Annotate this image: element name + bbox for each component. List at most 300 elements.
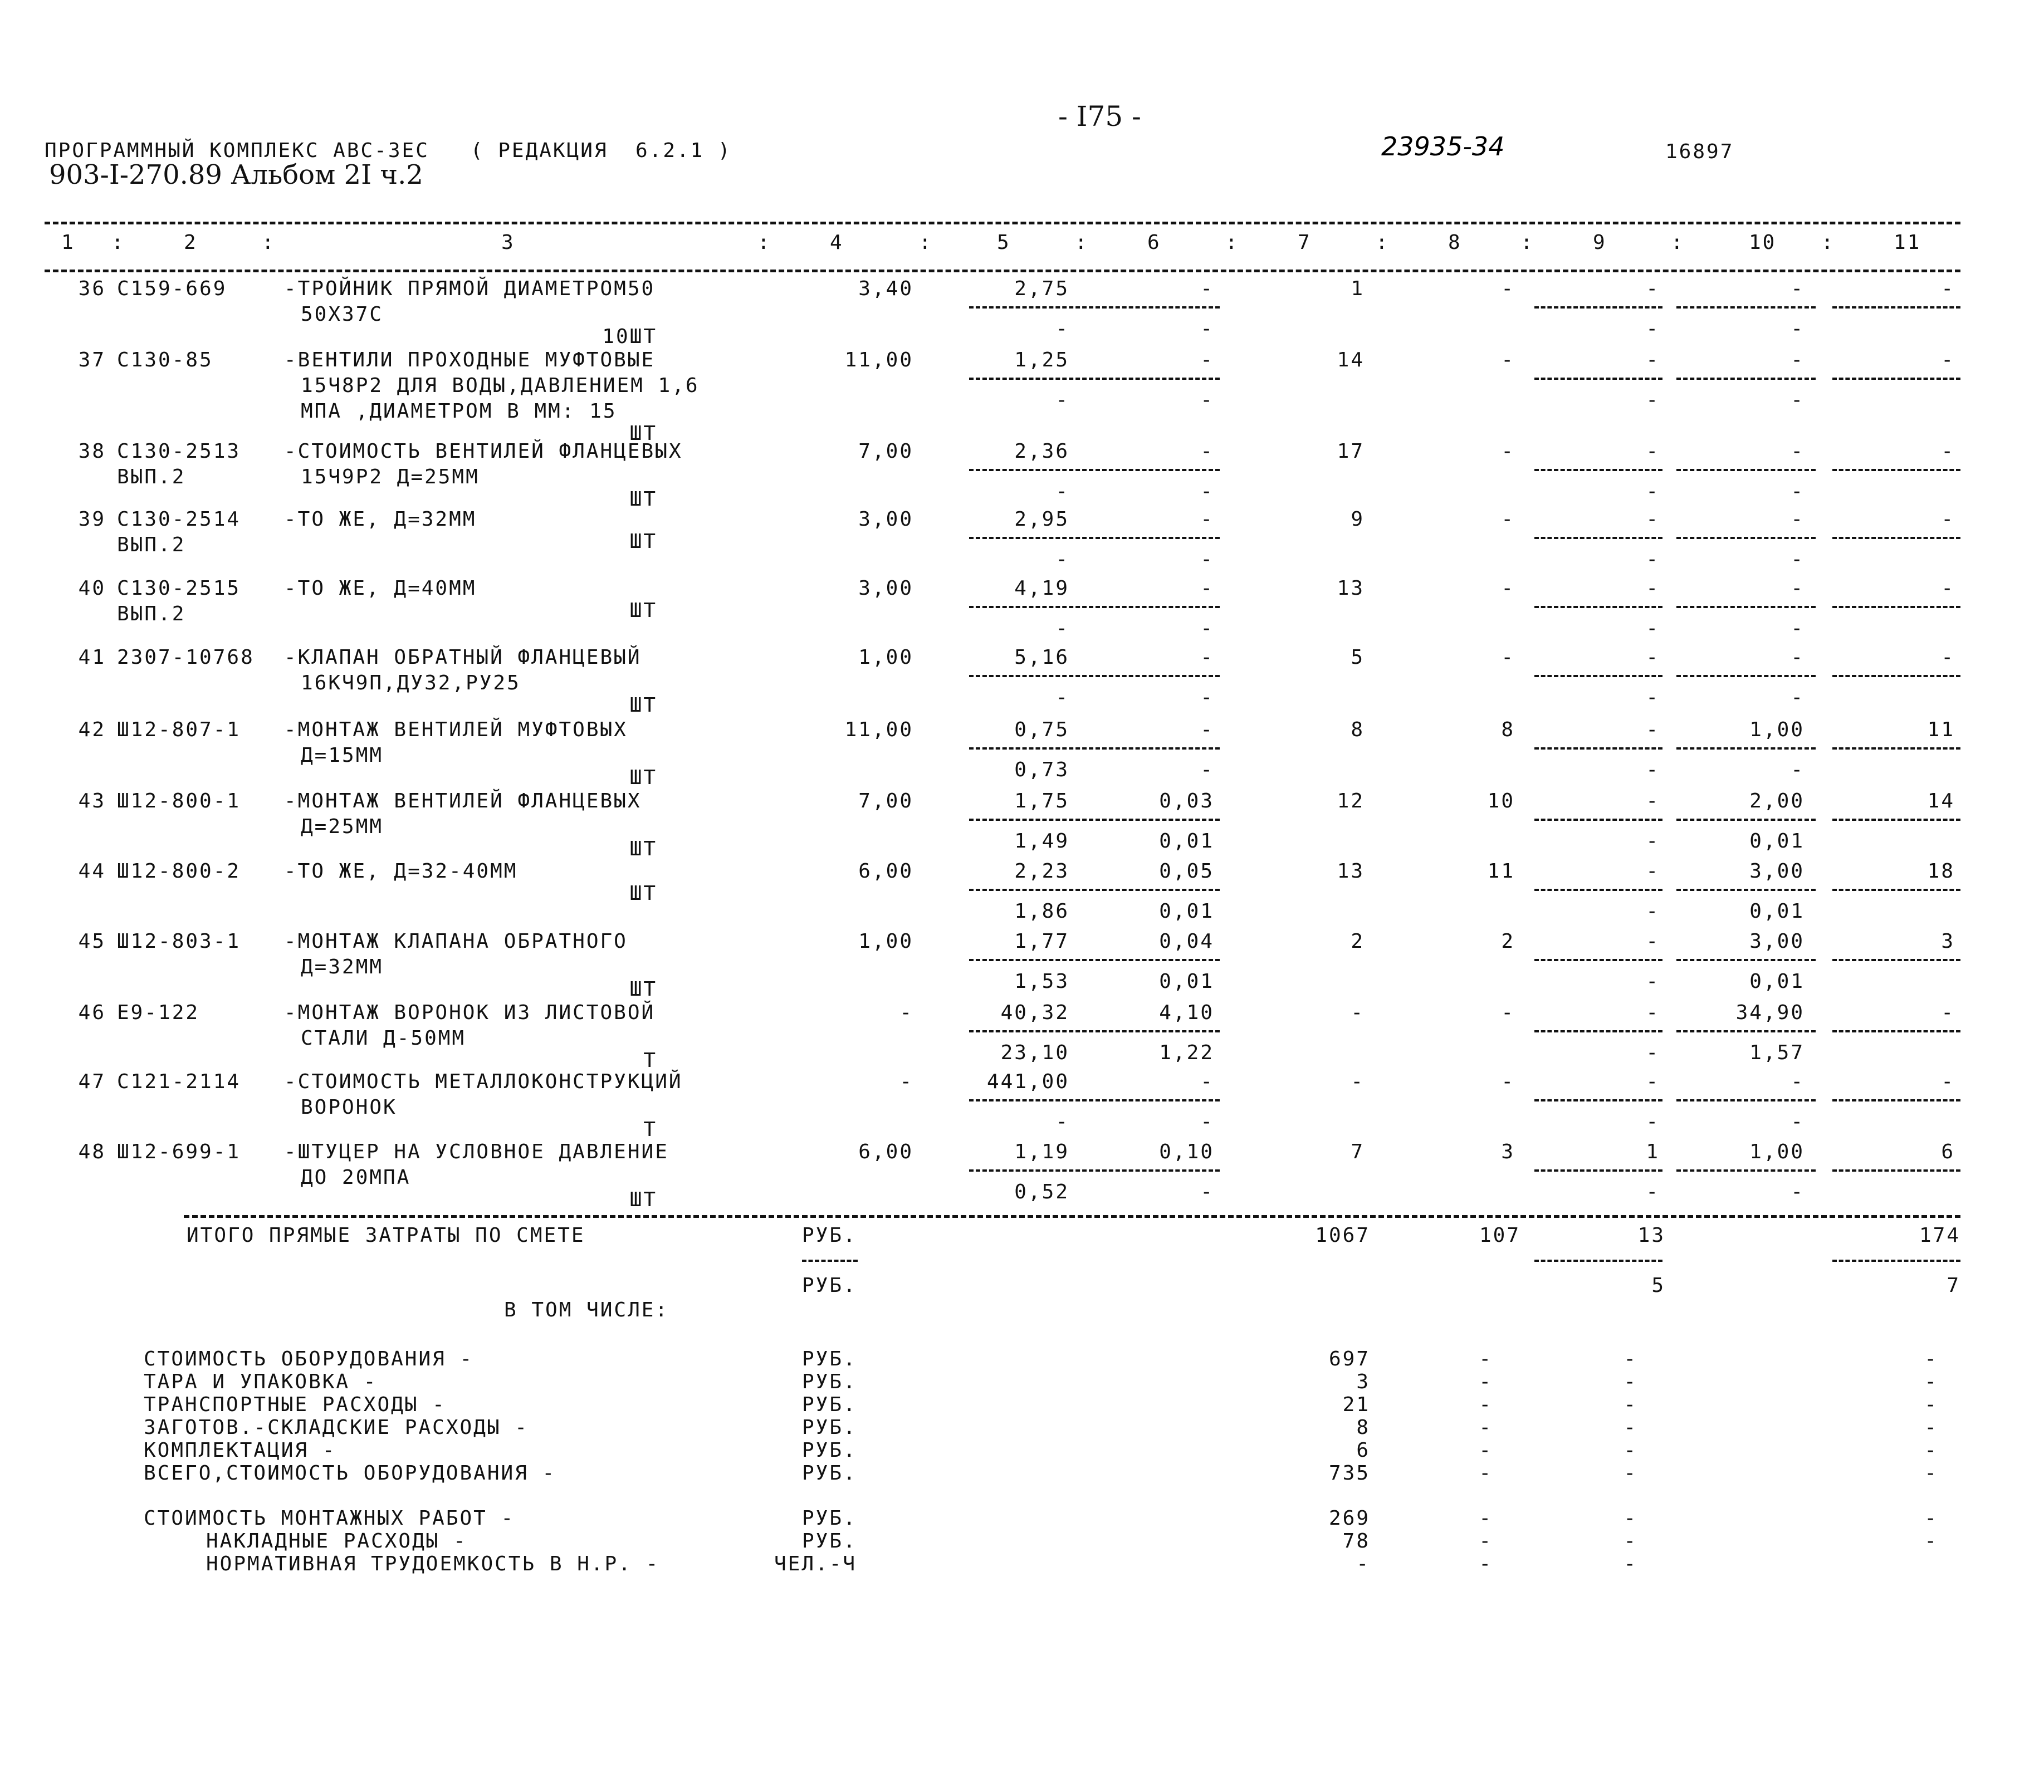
row-description: -ВЕНТИЛИ ПРОХОДНЫЕ МУФТОВЫЕ [284, 349, 656, 371]
col6-subvalue: 0,01 [1159, 900, 1214, 923]
summary-col11: - [1924, 1439, 1938, 1462]
col7-value: 1 [1351, 277, 1365, 300]
col9-value: - [1646, 1001, 1660, 1024]
cell-divider-rule [1832, 306, 1960, 309]
col10-subvalue: 0,01 [1749, 830, 1805, 853]
col6-value: 0,05 [1159, 860, 1214, 883]
cell-divider-rule [1676, 537, 1816, 539]
col5-subvalue: - [1055, 317, 1069, 340]
col6-value: - [1200, 277, 1214, 300]
row-code: Ш12-803-1 [117, 930, 241, 953]
totals-col9-b: 5 [1651, 1274, 1665, 1297]
row-description: -ШТУЦЕР НА УСЛОВНОЕ ДАВЛЕНИЕ [284, 1140, 669, 1163]
cell-divider-rule [1832, 675, 1960, 677]
col8-value: - [1501, 440, 1515, 463]
summary-unit: РУБ. [802, 1530, 857, 1553]
summary-col11: - [1924, 1348, 1938, 1370]
column-header: 1 [61, 231, 75, 254]
summary-col8: - [1479, 1530, 1493, 1553]
col4-value: 6,00 [858, 1140, 913, 1163]
summary-col8: - [1479, 1370, 1493, 1393]
col11-value: 11 [1927, 718, 1955, 741]
column-separator: : [1821, 231, 1835, 254]
cell-divider-rule [1534, 819, 1662, 821]
col9-subvalue: - [1646, 1110, 1660, 1133]
cell-divider-rule [1676, 889, 1816, 891]
col8-value: 11 [1487, 860, 1515, 883]
row-unit: ШТ [629, 882, 657, 905]
col9-subvalue: - [1646, 830, 1660, 853]
col6-subvalue: 0,01 [1159, 830, 1214, 853]
col9-value: - [1646, 577, 1660, 600]
summary-unit: РУБ. [802, 1462, 857, 1485]
totals-unit: РУБ. [802, 1224, 857, 1247]
cell-divider-rule [1534, 537, 1662, 539]
col6-value: - [1200, 508, 1214, 531]
col9-value: - [1646, 1070, 1660, 1093]
column-header: 2 [184, 231, 198, 254]
album-line: 903-I-270.89 Альбом 2I ч.2 [49, 159, 423, 190]
col7-value: - [1351, 1001, 1365, 1024]
col11-value: 6 [1941, 1140, 1955, 1163]
summary-col8: - [1479, 1439, 1493, 1462]
doc-number: 23935-34 [1381, 131, 1505, 161]
column-header: 8 [1448, 231, 1462, 254]
row-description: 16КЧ9П,ДУ32,РУ25 [301, 672, 521, 694]
col9-value: - [1646, 718, 1660, 741]
row-number: 43 [78, 790, 106, 812]
col8-value: - [1501, 577, 1515, 600]
row-description: -ТО ЖЕ, Д=40ММ [284, 577, 477, 600]
col10-subvalue: - [1791, 617, 1805, 640]
col5-value: 5,16 [1014, 646, 1069, 669]
header-top-rule [45, 222, 1960, 224]
row-number: 38 [78, 440, 106, 463]
col11-value: - [1941, 349, 1955, 371]
column-separator: : [1671, 231, 1685, 254]
col7-value: 7 [1351, 1140, 1365, 1163]
col8-value: - [1501, 646, 1515, 669]
cell-divider-rule [969, 819, 1220, 821]
row-description: СТАЛИ Д-50ММ [301, 1027, 466, 1050]
col4-value: 11,00 [844, 349, 913, 371]
col5-value: 1,77 [1014, 930, 1069, 953]
cell-divider-rule [1534, 959, 1662, 961]
col9-value: 1 [1646, 1140, 1660, 1163]
row-unit: ШТ [629, 422, 657, 445]
col5-value: 441,00 [986, 1070, 1069, 1093]
cell-divider-rule [1676, 469, 1816, 471]
col4-value: 6,00 [858, 860, 913, 883]
row-description: Д=15ММ [301, 744, 384, 767]
header-bottom-rule [45, 270, 1960, 272]
col9-value: - [1646, 440, 1660, 463]
summary-col9: - [1624, 1530, 1637, 1553]
row-unit: ШТ [629, 530, 657, 553]
column-separator: : [1520, 231, 1534, 254]
summary-unit: РУБ. [802, 1348, 857, 1370]
col10-value: - [1791, 277, 1805, 300]
totals-col11: 174 [1919, 1224, 1960, 1247]
col9-subvalue: - [1646, 480, 1660, 503]
row-description: -СТОИМОСТЬ МЕТАЛЛОКОНСТРУКЦИЙ [284, 1070, 683, 1093]
col11-value: 18 [1927, 860, 1955, 883]
cell-divider-rule [1676, 1099, 1816, 1101]
col4-value: 1,00 [858, 930, 913, 953]
row-description: -ТО ЖЕ, Д=32ММ [284, 508, 477, 531]
cell-divider-rule [1832, 469, 1960, 471]
col11-value: - [1941, 1001, 1955, 1024]
col10-value: - [1791, 440, 1805, 463]
col5-value: 2,75 [1014, 277, 1069, 300]
summary-label: ТРАНСПОРТНЫЕ РАСХОДЫ - [144, 1393, 446, 1416]
row-description: -МОНТАЖ ВЕНТИЛЕЙ ФЛАНЦЕВЫХ [284, 790, 642, 812]
row-unit: 10ШТ [602, 325, 657, 348]
col7-value: 5 [1351, 646, 1365, 669]
col10-value: - [1791, 1070, 1805, 1093]
summary-col11: - [1924, 1416, 1938, 1439]
row-number: 46 [78, 1001, 106, 1024]
row-description: -СТОИМОСТЬ ВЕНТИЛЕЙ ФЛАНЦЕВЫХ [284, 440, 683, 463]
row-code: Ш12-800-2 [117, 860, 241, 883]
col9-value: - [1646, 277, 1660, 300]
column-header: 10 [1749, 231, 1777, 254]
row-code: 2307-10768 [117, 646, 255, 669]
col8-value: 10 [1487, 790, 1515, 812]
row-unit: Т [643, 1049, 657, 1072]
cell-divider-rule [1676, 1030, 1816, 1032]
col6-value: - [1200, 646, 1214, 669]
cell-divider-rule [969, 606, 1220, 608]
row-code: С130-2515 [117, 577, 241, 600]
col10-value: 34,90 [1735, 1001, 1805, 1024]
col5-value: 2,36 [1014, 440, 1069, 463]
column-header: 6 [1147, 231, 1161, 254]
col8-value: 2 [1501, 930, 1515, 953]
row-description: МПА ,ДИАМЕТРОМ В ММ: 15 [301, 400, 617, 423]
cell-divider-rule [1534, 1169, 1662, 1172]
col10-subvalue: - [1791, 758, 1805, 781]
row-code: С159-669 [117, 277, 227, 300]
totals-col11-rule [1832, 1260, 1960, 1262]
col6-subvalue: - [1200, 317, 1214, 340]
col11-value: - [1941, 440, 1955, 463]
summary-col8: - [1479, 1462, 1493, 1485]
cell-divider-rule [969, 1099, 1220, 1101]
col6-subvalue: - [1200, 686, 1214, 709]
summary-col7: 3 [1356, 1370, 1370, 1393]
col6-subvalue: 1,22 [1159, 1041, 1214, 1064]
row-code: Ш12-800-1 [117, 790, 241, 812]
col4-value: 7,00 [858, 790, 913, 812]
cell-divider-rule [969, 306, 1220, 309]
col11-value: - [1941, 577, 1955, 600]
cell-divider-rule [969, 1169, 1220, 1172]
summary-col11: - [1924, 1393, 1938, 1416]
col10-value: - [1791, 508, 1805, 531]
row-code-issue: ВЫП.2 [117, 603, 186, 625]
cell-divider-rule [1832, 819, 1960, 821]
col8-value: - [1501, 1070, 1515, 1093]
cell-divider-rule [1832, 747, 1960, 750]
col10-subvalue: - [1791, 1110, 1805, 1133]
col6-subvalue: - [1200, 548, 1214, 571]
col9-subvalue: - [1646, 389, 1660, 412]
summary-label: ВСЕГО,СТОИМОСТЬ ОБОРУДОВАНИЯ - [144, 1462, 556, 1485]
summary-col7: 78 [1342, 1530, 1370, 1553]
row-description: 15Ч8Р2 ДЛЯ ВОДЫ,ДАВЛЕНИЕМ 1,6 [301, 374, 700, 397]
col10-value: - [1791, 577, 1805, 600]
cell-divider-rule [969, 675, 1220, 677]
col5-value: 1,75 [1014, 790, 1069, 812]
cell-divider-rule [1534, 1099, 1662, 1101]
col4-value: 3,00 [858, 508, 913, 531]
col7-value: 17 [1337, 440, 1365, 463]
col6-value: - [1200, 440, 1214, 463]
col10-subvalue: 1,57 [1749, 1041, 1805, 1064]
cell-divider-rule [1832, 606, 1960, 608]
summary-col8: - [1479, 1553, 1493, 1575]
row-description: 15Ч9Р2 Д=25ММ [301, 466, 480, 488]
col6-subvalue: - [1200, 758, 1214, 781]
cell-divider-rule [969, 469, 1220, 471]
row-code: С130-85 [117, 349, 213, 371]
column-separator: : [262, 231, 276, 254]
col5-subvalue: 1,86 [1014, 900, 1069, 923]
col5-value: 2,23 [1014, 860, 1069, 883]
col7-value: 13 [1337, 577, 1365, 600]
row-code: Ш12-699-1 [117, 1140, 241, 1163]
page-number: - I75 - [1058, 100, 1141, 133]
totals-label: ИТОГО ПРЯМЫЕ ЗАТРАТЫ ПО СМЕТЕ [187, 1224, 585, 1247]
summary-unit: ЧЕЛ.-Ч [774, 1553, 857, 1575]
col11-value: - [1941, 646, 1955, 669]
row-code: С121-2114 [117, 1070, 241, 1093]
row-description: -МОНТАЖ ВОРОНОК ИЗ ЛИСТОВОЙ [284, 1001, 656, 1024]
column-separator: : [1376, 231, 1390, 254]
row-unit: ШТ [629, 766, 657, 789]
col10-value: 2,00 [1749, 790, 1805, 812]
row-unit: ШТ [629, 694, 657, 717]
col6-value: 0,10 [1159, 1140, 1214, 1163]
summary-col9: - [1624, 1462, 1637, 1485]
col8-value: - [1501, 349, 1515, 371]
col10-subvalue: 0,01 [1749, 970, 1805, 993]
col11-value: 3 [1941, 930, 1955, 953]
column-header: 7 [1298, 231, 1312, 254]
col9-subvalue: - [1646, 686, 1660, 709]
row-unit: ШТ [629, 978, 657, 1001]
col9-value: - [1646, 349, 1660, 371]
row-description: -ТО ЖЕ, Д=32-40ММ [284, 860, 518, 883]
cell-divider-rule [1676, 675, 1816, 677]
row-code: С130-2513 [117, 440, 241, 463]
col10-value: 1,00 [1749, 1140, 1805, 1163]
summary-label: СТОИМОСТЬ ОБОРУДОВАНИЯ - [144, 1348, 474, 1370]
summary-unit: РУБ. [802, 1439, 857, 1462]
col4-value: 7,00 [858, 440, 913, 463]
col5-subvalue: - [1055, 389, 1069, 412]
row-description: Д=32ММ [301, 956, 384, 978]
col5-subvalue: - [1055, 617, 1069, 640]
summary-unit: РУБ. [802, 1416, 857, 1439]
summary-label: ЗАГОТОВ.-СКЛАДСКИЕ РАСХОДЫ - [144, 1416, 529, 1439]
row-number: 41 [78, 646, 106, 669]
col10-subvalue: 0,01 [1749, 900, 1805, 923]
cell-divider-rule [1534, 306, 1662, 309]
summary-label: КОМПЛЕКТАЦИЯ - [144, 1439, 336, 1462]
col5-subvalue: 1,49 [1014, 830, 1069, 853]
summary-col7: 8 [1356, 1416, 1370, 1439]
col9-value: - [1646, 930, 1660, 953]
col5-value: 1,25 [1014, 349, 1069, 371]
row-number: 36 [78, 277, 106, 300]
row-description: Д=25ММ [301, 815, 384, 838]
cell-divider-rule [1832, 889, 1960, 891]
col8-value: - [1501, 277, 1515, 300]
cell-divider-rule [1534, 889, 1662, 891]
row-number: 40 [78, 577, 106, 600]
summary-col9: - [1624, 1553, 1637, 1575]
cell-divider-rule [969, 889, 1220, 891]
column-header: 11 [1894, 231, 1921, 254]
col11-value: - [1941, 508, 1955, 531]
col5-subvalue: - [1055, 1110, 1069, 1133]
summary-col7: 269 [1328, 1507, 1370, 1530]
col8-value: 3 [1501, 1140, 1515, 1163]
col10-subvalue: - [1791, 1181, 1805, 1203]
row-code: Ш12-807-1 [117, 718, 241, 741]
totals-unit-2: РУБ. [802, 1274, 857, 1297]
cell-divider-rule [1676, 1169, 1816, 1172]
row-code-issue: ВЫП.2 [117, 466, 186, 488]
summary-col7: - [1356, 1553, 1370, 1575]
cell-divider-rule [1534, 378, 1662, 380]
totals-rule [184, 1215, 1960, 1218]
col5-value: 0,75 [1014, 718, 1069, 741]
cell-divider-rule [1534, 675, 1662, 677]
cell-divider-rule [1534, 747, 1662, 750]
col6-value: - [1200, 1070, 1214, 1093]
col7-value: 13 [1337, 860, 1365, 883]
col5-subvalue: 23,10 [1000, 1041, 1069, 1064]
including-label: В ТОМ ЧИСЛЕ: [504, 1299, 669, 1321]
row-description: -ТРОЙНИК ПРЯМОЙ ДИАМЕТРОМ50 [284, 277, 656, 300]
cell-divider-rule [969, 1030, 1220, 1032]
col6-value: - [1200, 349, 1214, 371]
cell-divider-rule [1676, 378, 1816, 380]
summary-label: НОРМАТИВНАЯ ТРУДОЕМКОСТЬ В Н.Р. - [206, 1553, 660, 1575]
summary-col8: - [1479, 1416, 1493, 1439]
col9-subvalue: - [1646, 758, 1660, 781]
col5-subvalue: 0,73 [1014, 758, 1069, 781]
col6-value: - [1200, 718, 1214, 741]
column-separator: : [1075, 231, 1089, 254]
col9-subvalue: - [1646, 617, 1660, 640]
col10-value: - [1791, 646, 1805, 669]
col4-value: 11,00 [844, 718, 913, 741]
col4-value: - [899, 1001, 913, 1024]
row-unit: ШТ [629, 838, 657, 860]
col10-subvalue: - [1791, 686, 1805, 709]
summary-label: СТОИМОСТЬ МОНТАЖНЫХ РАБОТ - [144, 1507, 515, 1530]
summary-col7: 697 [1328, 1348, 1370, 1370]
summary-col8: - [1479, 1507, 1493, 1530]
cell-divider-rule [969, 959, 1220, 961]
summary-col7: 21 [1342, 1393, 1370, 1416]
cell-divider-rule [1676, 819, 1816, 821]
summary-col11: - [1924, 1370, 1938, 1393]
summary-label: ТАРА И УПАКОВКА - [144, 1370, 378, 1393]
col9-value: - [1646, 860, 1660, 883]
col6-value: 4,10 [1159, 1001, 1214, 1024]
summary-unit: РУБ. [802, 1393, 857, 1416]
col4-value: 3,40 [858, 277, 913, 300]
col7-value: 8 [1351, 718, 1365, 741]
column-separator: : [1225, 231, 1239, 254]
summary-col8: - [1479, 1348, 1493, 1370]
col9-subvalue: - [1646, 900, 1660, 923]
col6-subvalue: - [1200, 480, 1214, 503]
col4-value: 1,00 [858, 646, 913, 669]
program-line: ПРОГРАММНЫЙ КОМПЛЕКС АВС-3ЕС ( РЕДАКЦИЯ 6.2.1 ) [45, 139, 732, 162]
row-description: -МОНТАЖ ВЕНТИЛЕЙ МУФТОВЫХ [284, 718, 628, 741]
cell-divider-rule [1832, 1030, 1960, 1032]
summary-col9: - [1624, 1416, 1637, 1439]
col9-value: - [1646, 646, 1660, 669]
cell-divider-rule [1832, 1169, 1960, 1172]
col10-value: - [1791, 349, 1805, 371]
column-header: 3 [501, 231, 515, 254]
totals-col8: 107 [1479, 1224, 1520, 1247]
col5-value: 4,19 [1014, 577, 1069, 600]
totals-col9: 13 [1637, 1224, 1665, 1247]
col5-value: 1,19 [1014, 1140, 1069, 1163]
summary-col9: - [1624, 1507, 1637, 1530]
col4-value: 3,00 [858, 577, 913, 600]
col9-value: - [1646, 790, 1660, 812]
summary-unit: РУБ. [802, 1507, 857, 1530]
summary-col7: 6 [1356, 1439, 1370, 1462]
col10-value: 3,00 [1749, 860, 1805, 883]
summary-col9: - [1624, 1348, 1637, 1370]
col11-value: 14 [1927, 790, 1955, 812]
totals-col11-b: 7 [1947, 1274, 1960, 1297]
row-number: 45 [78, 930, 106, 953]
cell-divider-rule [1832, 959, 1960, 961]
col9-subvalue: - [1646, 970, 1660, 993]
cell-divider-rule [1676, 306, 1816, 309]
totals-unit-rule [802, 1260, 858, 1262]
col10-value: 3,00 [1749, 930, 1805, 953]
totals-col9-rule [1534, 1260, 1662, 1262]
totals-col7: 1067 [1315, 1224, 1370, 1247]
col8-value: 8 [1501, 718, 1515, 741]
col5-subvalue: - [1055, 480, 1069, 503]
cell-divider-rule [1832, 1099, 1960, 1101]
col9-subvalue: - [1646, 548, 1660, 571]
col10-subvalue: - [1791, 548, 1805, 571]
cell-divider-rule [969, 747, 1220, 750]
row-code: С130-2514 [117, 508, 241, 531]
row-unit: ШТ [629, 1188, 657, 1211]
col11-value: - [1941, 1070, 1955, 1093]
summary-unit: РУБ. [802, 1370, 857, 1393]
column-header: 4 [830, 231, 844, 254]
summary-col9: - [1624, 1439, 1637, 1462]
summary-label: НАКЛАДНЫЕ РАСХОДЫ - [206, 1530, 467, 1553]
col5-subvalue: 0,52 [1014, 1181, 1069, 1203]
